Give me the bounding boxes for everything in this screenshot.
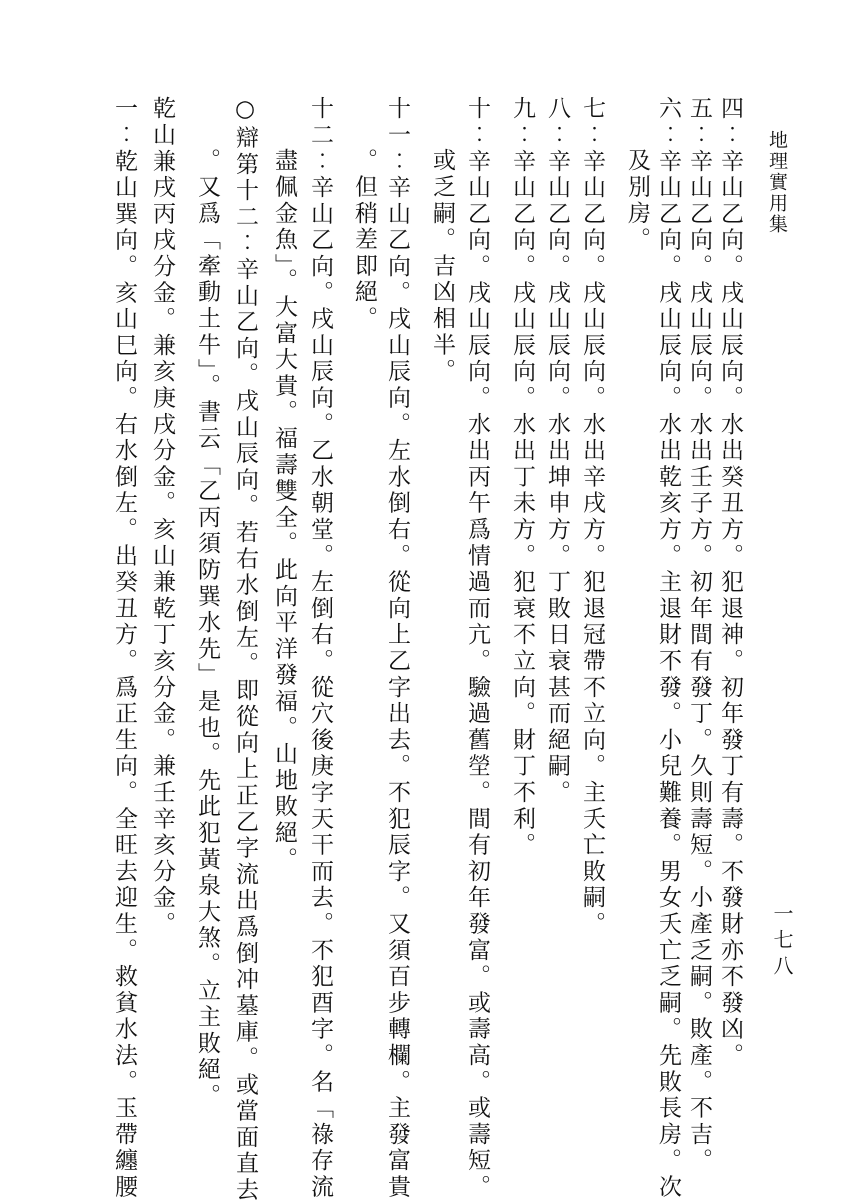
text-line-12: 十二︰辛山乙向。戌山辰向。乙水朝堂。左倒右。從穴後庚字天干而去。不犯酉字。名「祿存流: [307, 96, 333, 1201]
text-line-6: 八︰辛山乙向。戌山辰向。水出坤申方。丁敗日衰甚而絕嗣。: [544, 96, 570, 807]
text-line-4: 及別房。: [624, 148, 650, 254]
text-line-8: 十︰辛山乙向。戌山辰向。水出丙午爲情過而亢。驗過舊塋。間有初年發富。或壽高。或壽短。: [464, 96, 490, 1201]
text-line-16: 乾山兼戌丙戌分金。兼亥庚戌分金。亥山兼乾丁亥分金。兼壬辛亥分金。: [149, 96, 175, 938]
text-line-9: 或乏嗣。吉凶相半。: [429, 148, 455, 385]
text-line-15: 。又爲「牽動土牛」。書云「乙丙須防巽水先」是也。先此犯黃泉大煞。立主敗絕。: [194, 148, 220, 1110]
running-title: 地理實用集: [766, 130, 788, 235]
text-line-14: ○辯第十二︰辛山乙向。戌山辰向。若右水倒左。即從向上正乙字流出爲倒冲墓庫。或當面直去: [232, 96, 258, 1204]
text-line-5: 七︰辛山乙向。戌山辰向。水出辛戌方。犯退冠帶不立向。主夭亡敗嗣。: [579, 96, 605, 938]
page-number: 一七八: [770, 903, 794, 981]
text-line-3: 六︰辛山乙向。戌山辰向。水出乾亥方。主退財不發。小兒難養。男女夭亡乏嗣。先敗長房。次: [655, 96, 681, 1201]
text-line-17: 一︰乾山巽向。亥山巳向。右水倒左。出癸丑方。爲正生向。全旺去迎生。救貧水法。玉帶纏腰: [111, 96, 137, 1201]
text-line-7: 九︰辛山乙向。戌山辰向。水出丁未方。犯衰不立向。財丁不利。: [509, 96, 535, 859]
text-line-13: 盡佩金魚」。大富大貴。福壽雙全。此向平洋發福。山地敗絕。: [271, 148, 297, 873]
text-line-10: 十一︰辛山乙向。戌山辰向。左水倒右。從向上乙字出去。不犯辰字。又須百步轉欄。主發富貴: [384, 96, 410, 1201]
text-line-1: 四︰辛山乙向。戌山辰向。水出癸丑方。犯退神。初年發丁有壽。不發財亦不發凶。: [717, 96, 743, 1070]
text-line-11: 。但稍差即絕。: [351, 148, 377, 333]
text-line-2: 五︰辛山乙向。戌山辰向。水出壬子方。初年間有發丁。久則壽短。小產乏嗣。敗產。不吉。: [686, 96, 712, 1175]
